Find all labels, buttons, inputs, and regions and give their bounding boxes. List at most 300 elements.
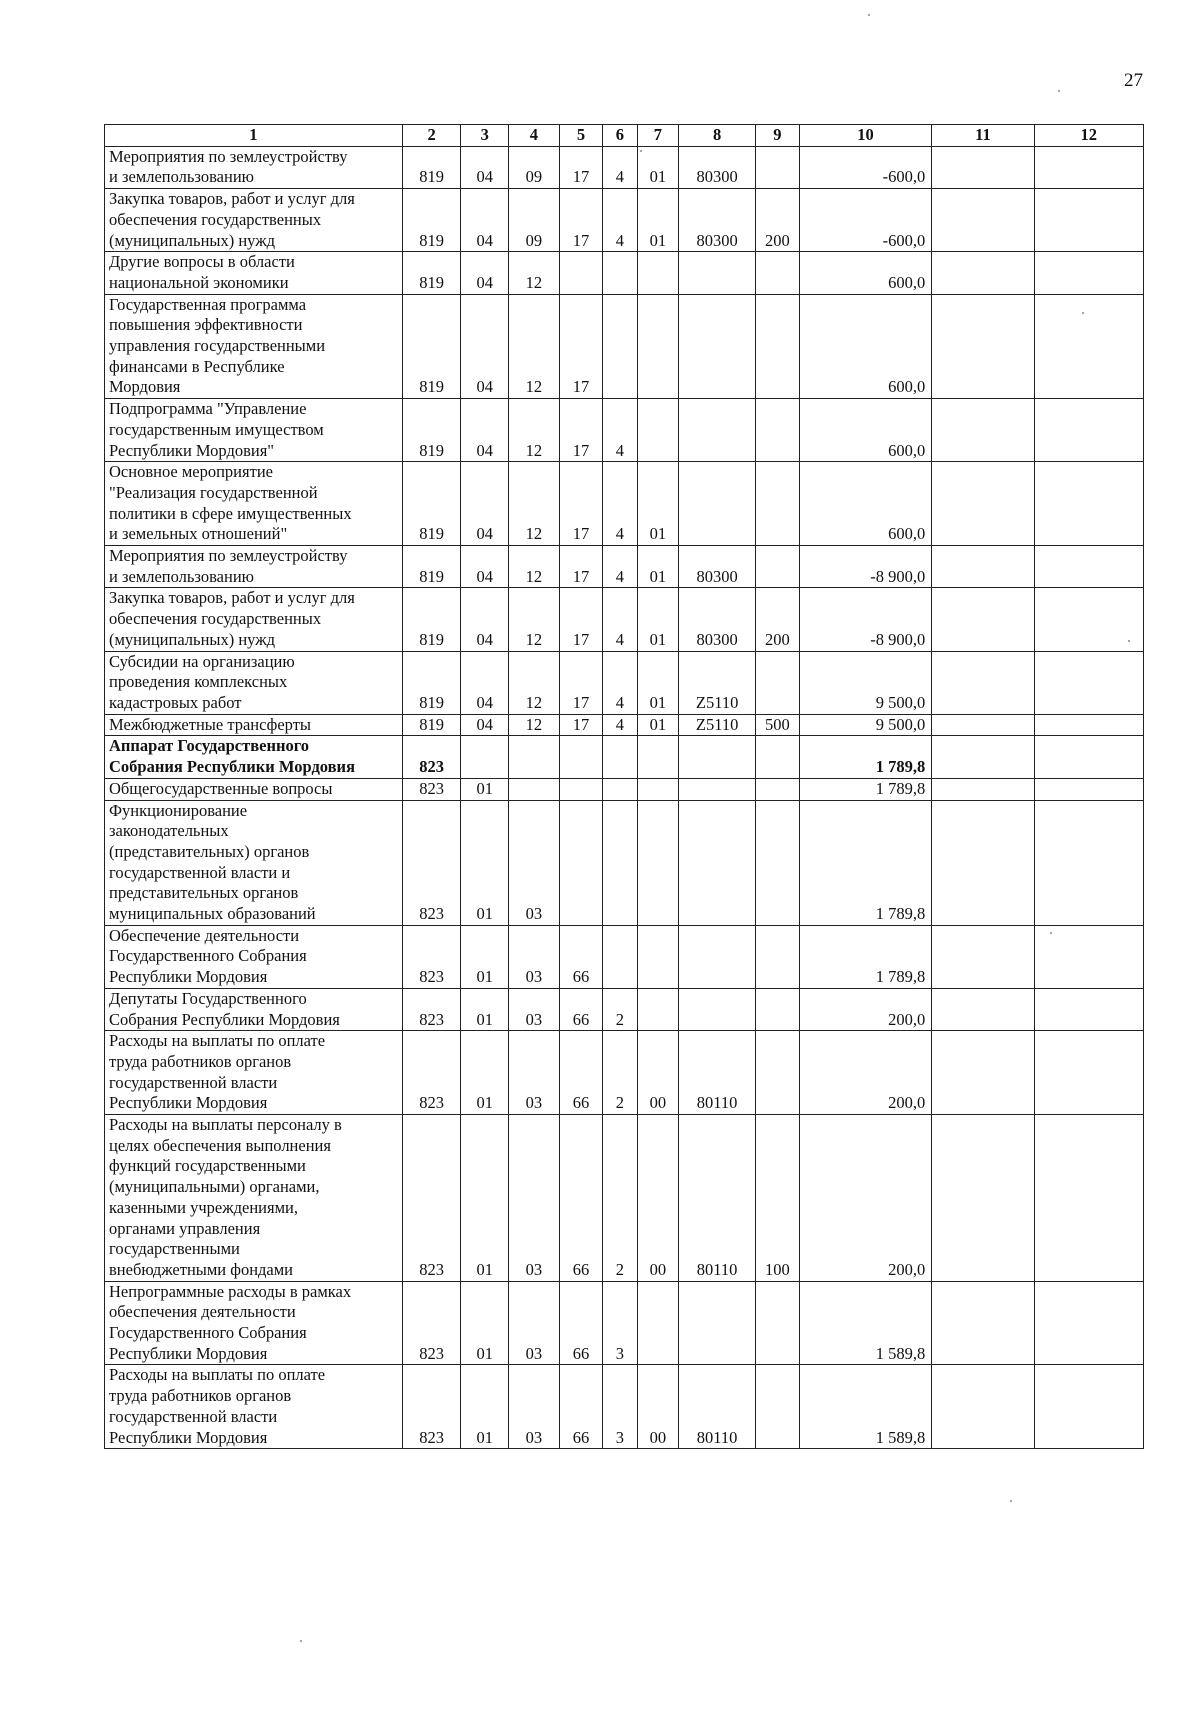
code-cell-12 (1034, 925, 1143, 988)
code-cell-5: 17 (559, 588, 603, 651)
code-cell-3: 01 (461, 800, 509, 925)
row-name-line: Закупка товаров, работ и услуг для (109, 588, 355, 608)
code-cell-9 (756, 651, 800, 714)
row-name-line: и земельных отношений" (109, 524, 288, 544)
code-cell-7: 01 (637, 462, 679, 546)
code-cell-7: 01 (637, 146, 679, 188)
row-name-line: Основное мероприятие (109, 462, 273, 482)
row-name-cell (105, 988, 403, 1030)
code-cell-3: 01 (461, 1115, 509, 1282)
code-cell-6 (603, 252, 637, 294)
row-name-line: Подпрограмма "Управление (109, 399, 307, 419)
amount-cell: 1 789,8 (799, 778, 932, 800)
code-cell-8: Z5110 (679, 714, 756, 736)
column-header-5: 5 (559, 125, 603, 147)
table-row (105, 294, 1144, 399)
code-cell-6: 4 (603, 651, 637, 714)
code-cell-11 (932, 252, 1034, 294)
row-name-line: целях обеспечения выполнения (109, 1135, 331, 1155)
code-cell-12 (1034, 588, 1143, 651)
code-cell-3: 04 (461, 714, 509, 736)
code-cell-5 (559, 778, 603, 800)
amount-cell: 600,0 (799, 294, 932, 399)
code-cell-9 (756, 778, 800, 800)
code-cell-3: 01 (461, 1281, 509, 1365)
code-cell-3: 04 (461, 462, 509, 546)
code-cell-3: 04 (461, 546, 509, 588)
code-cell-6: 2 (603, 1115, 637, 1282)
code-cell-8 (679, 399, 756, 462)
row-name-cell (105, 399, 403, 462)
code-cell-11 (932, 189, 1034, 252)
code-cell-8: Z5110 (679, 651, 756, 714)
table-body (105, 146, 1144, 1449)
code-cell-9 (756, 399, 800, 462)
code-cell-6: 4 (603, 189, 637, 252)
code-cell-7 (637, 399, 679, 462)
code-cell-4 (509, 736, 560, 778)
row-name-line: Мордовия (109, 377, 181, 397)
code-cell-4: 03 (509, 1031, 560, 1115)
code-cell-5: 66 (559, 1115, 603, 1282)
code-cell-12 (1034, 651, 1143, 714)
code-cell-7 (637, 778, 679, 800)
code-cell-9: 100 (756, 1115, 800, 1282)
row-name-line: национальной экономики (109, 272, 289, 292)
code-cell-4: 03 (509, 925, 560, 988)
code-cell-4: 12 (509, 546, 560, 588)
code-cell-3: 01 (461, 778, 509, 800)
code-cell-6: 4 (603, 588, 637, 651)
code-cell-9 (756, 146, 800, 188)
code-cell-7 (637, 800, 679, 925)
header-row (105, 125, 1144, 147)
code-cell-6 (603, 778, 637, 800)
code-cell-3: 04 (461, 252, 509, 294)
code-cell-7 (637, 925, 679, 988)
code-cell-4: 09 (509, 146, 560, 188)
code-cell-5: 17 (559, 546, 603, 588)
row-name-cell (105, 146, 403, 188)
table-row (105, 546, 1144, 588)
row-name-line: Обеспечение деятельности (109, 925, 300, 945)
code-cell-3: 01 (461, 1365, 509, 1449)
code-cell-2: 819 (402, 714, 461, 736)
scan-speck (640, 150, 642, 152)
code-cell-7: 01 (637, 651, 679, 714)
row-name-cell (105, 294, 403, 399)
code-cell-12 (1034, 399, 1143, 462)
column-header-10: 10 (799, 125, 932, 147)
code-cell-4: 03 (509, 988, 560, 1030)
column-header-4: 4 (509, 125, 560, 147)
code-cell-11 (932, 1031, 1034, 1115)
row-name-line: Другие вопросы в области (109, 252, 295, 272)
row-name-line: и землепользованию (109, 566, 254, 586)
row-name-line: и землепользованию (109, 167, 254, 187)
code-cell-5: 17 (559, 462, 603, 546)
row-name-cell (105, 778, 403, 800)
amount-cell: 9 500,0 (799, 651, 932, 714)
table-row (105, 800, 1144, 925)
code-cell-5: 17 (559, 189, 603, 252)
code-cell-9 (756, 1031, 800, 1115)
column-header-8: 8 (679, 125, 756, 147)
row-name-line: государственной власти (109, 1406, 278, 1426)
code-cell-11 (932, 736, 1034, 778)
table-row (105, 736, 1144, 778)
row-name-cell (105, 651, 403, 714)
table-row (105, 988, 1144, 1030)
code-cell-6 (603, 294, 637, 399)
code-cell-9 (756, 546, 800, 588)
scan-speck (868, 14, 870, 16)
code-cell-11 (932, 588, 1034, 651)
row-name-line: Расходы на выплаты по оплате (109, 1031, 326, 1051)
row-name-line: Республики Мордовия (109, 1427, 268, 1447)
code-cell-9 (756, 294, 800, 399)
code-cell-12 (1034, 1115, 1143, 1282)
amount-cell: -8 900,0 (799, 588, 932, 651)
row-name-line: государственной власти и (109, 862, 291, 882)
code-cell-7 (637, 988, 679, 1030)
code-cell-4: 12 (509, 399, 560, 462)
code-cell-12 (1034, 252, 1143, 294)
code-cell-6 (603, 925, 637, 988)
code-cell-11 (932, 800, 1034, 925)
code-cell-5: 66 (559, 988, 603, 1030)
code-cell-6: 4 (603, 714, 637, 736)
code-cell-4: 12 (509, 714, 560, 736)
code-cell-4: 12 (509, 252, 560, 294)
row-name-line: "Реализация государственной (109, 482, 318, 502)
row-name-line: законодательных (109, 821, 229, 841)
code-cell-2: 819 (402, 399, 461, 462)
code-cell-5: 17 (559, 146, 603, 188)
code-cell-5: 66 (559, 1365, 603, 1449)
code-cell-8: 80300 (679, 146, 756, 188)
code-cell-11 (932, 399, 1034, 462)
row-name-line: внебюджетными фондами (109, 1259, 294, 1279)
code-cell-3: 04 (461, 399, 509, 462)
row-name-line: государственным имуществом (109, 419, 324, 439)
code-cell-5: 66 (559, 1031, 603, 1115)
column-header-2: 2 (402, 125, 461, 147)
row-name-cell (105, 1115, 403, 1282)
code-cell-11 (932, 651, 1034, 714)
row-name-line: Республики Мордовия (109, 967, 268, 987)
row-name-line: функций государственными (109, 1156, 306, 1176)
code-cell-9 (756, 462, 800, 546)
code-cell-12 (1034, 988, 1143, 1030)
code-cell-9 (756, 988, 800, 1030)
code-cell-2: 819 (402, 588, 461, 651)
scan-speck (1082, 312, 1084, 314)
row-name-line: проведения комплексных (109, 672, 288, 692)
row-name-line: политики в сфере имущественных (109, 503, 352, 523)
code-cell-12 (1034, 778, 1143, 800)
code-cell-5 (559, 736, 603, 778)
code-cell-11 (932, 1281, 1034, 1365)
code-cell-6 (603, 800, 637, 925)
code-cell-4: 03 (509, 1365, 560, 1449)
row-name-line: обеспечения государственных (109, 209, 322, 229)
row-name-cell (105, 714, 403, 736)
row-name-line: кадастровых работ (109, 692, 242, 712)
row-name-line: Собрания Республики Мордовия (109, 1009, 340, 1029)
code-cell-2: 819 (402, 651, 461, 714)
code-cell-2: 823 (402, 800, 461, 925)
code-cell-8: 80300 (679, 588, 756, 651)
table-row (105, 252, 1144, 294)
row-name-line: казенными учреждениями, (109, 1197, 298, 1217)
code-cell-4: 03 (509, 1115, 560, 1282)
code-cell-11 (932, 462, 1034, 546)
code-cell-2: 819 (402, 189, 461, 252)
column-header-7: 7 (637, 125, 679, 147)
code-cell-3: 01 (461, 988, 509, 1030)
row-name-line: Государственного Собрания (109, 1323, 307, 1343)
code-cell-2: 819 (402, 146, 461, 188)
table-row (105, 399, 1144, 462)
amount-cell: 600,0 (799, 399, 932, 462)
code-cell-7 (637, 736, 679, 778)
code-cell-2: 819 (402, 546, 461, 588)
row-name-line: Республики Мордовия (109, 1343, 268, 1363)
row-name-line: муниципальных образований (109, 904, 316, 924)
scan-speck (1050, 932, 1052, 934)
code-cell-8 (679, 736, 756, 778)
row-name-line: (муниципальных) нужд (109, 230, 276, 250)
table-row (105, 1031, 1144, 1115)
row-name-line: повышения эффективности (109, 315, 303, 335)
row-name-line: Межбюджетные трансферты (109, 714, 312, 734)
row-name-line: Мероприятия по землеустройству (109, 546, 348, 566)
code-cell-5 (559, 252, 603, 294)
code-cell-2: 819 (402, 462, 461, 546)
code-cell-6: 4 (603, 146, 637, 188)
amount-cell: -600,0 (799, 189, 932, 252)
code-cell-11 (932, 778, 1034, 800)
table-row (105, 189, 1144, 252)
amount-cell: 200,0 (799, 1115, 932, 1282)
row-name-line: труда работников органов (109, 1386, 292, 1406)
row-name-cell (105, 1365, 403, 1449)
row-name-line: представительных органов (109, 883, 299, 903)
row-name-line: Расходы на выплаты персоналу в (109, 1115, 342, 1135)
scan-speck (1058, 90, 1060, 92)
code-cell-6: 4 (603, 462, 637, 546)
code-cell-8 (679, 988, 756, 1030)
code-cell-2: 819 (402, 252, 461, 294)
code-cell-8: 80110 (679, 1365, 756, 1449)
row-name-line: управления государственными (109, 336, 326, 356)
code-cell-11 (932, 988, 1034, 1030)
code-cell-9 (756, 252, 800, 294)
row-name-cell (105, 588, 403, 651)
row-name-line: Государственная программа (109, 294, 307, 314)
code-cell-11 (932, 925, 1034, 988)
row-name-line: Депутаты Государственного (109, 988, 307, 1008)
code-cell-11 (932, 294, 1034, 399)
code-cell-8: 80300 (679, 189, 756, 252)
row-name-line: финансами в Республике (109, 356, 285, 376)
code-cell-2: 823 (402, 1031, 461, 1115)
code-cell-12 (1034, 714, 1143, 736)
code-cell-4 (509, 778, 560, 800)
code-cell-2: 819 (402, 294, 461, 399)
budget-table (104, 124, 1144, 1449)
row-name-line: Функционирование (109, 800, 248, 820)
code-cell-3: 04 (461, 146, 509, 188)
column-header-1: 1 (105, 125, 403, 147)
code-cell-3: 04 (461, 294, 509, 399)
code-cell-6: 3 (603, 1365, 637, 1449)
code-cell-2: 823 (402, 778, 461, 800)
row-name-line: Общегосударственные вопросы (109, 778, 333, 798)
code-cell-6: 2 (603, 1031, 637, 1115)
code-cell-12 (1034, 800, 1143, 925)
page-number: 27 (1124, 70, 1143, 91)
row-name-line: Субсидии на организацию (109, 651, 295, 671)
code-cell-2: 823 (402, 988, 461, 1030)
table-row (105, 1281, 1144, 1365)
row-name-line: Непрограммные расходы в рамках (109, 1281, 352, 1301)
code-cell-12 (1034, 294, 1143, 399)
amount-cell: 600,0 (799, 252, 932, 294)
row-name-cell (105, 189, 403, 252)
amount-cell: 9 500,0 (799, 714, 932, 736)
code-cell-9 (756, 1365, 800, 1449)
code-cell-8 (679, 925, 756, 988)
row-name-line: Закупка товаров, работ и услуг для (109, 189, 355, 209)
code-cell-8 (679, 778, 756, 800)
code-cell-8 (679, 294, 756, 399)
row-name-cell (105, 1031, 403, 1115)
row-name-line: органами управления (109, 1218, 261, 1238)
code-cell-11 (932, 146, 1034, 188)
row-name-line: Аппарат Государственного (109, 736, 310, 756)
code-cell-7: 01 (637, 714, 679, 736)
row-name-line: Республики Мордовия" (109, 440, 275, 460)
code-cell-4: 03 (509, 800, 560, 925)
table-row (105, 1365, 1144, 1449)
code-cell-12 (1034, 1031, 1143, 1115)
row-name-line: Государственного Собрания (109, 946, 307, 966)
code-cell-7 (637, 1281, 679, 1365)
amount-cell: -8 900,0 (799, 546, 932, 588)
row-name-cell (105, 252, 403, 294)
code-cell-7: 00 (637, 1115, 679, 1282)
amount-cell: 1 589,8 (799, 1281, 932, 1365)
code-cell-3: 01 (461, 1031, 509, 1115)
code-cell-2: 823 (402, 1365, 461, 1449)
table-row (105, 462, 1144, 546)
amount-cell: 1 589,8 (799, 1365, 932, 1449)
code-cell-7: 01 (637, 546, 679, 588)
amount-cell: 1 789,8 (799, 800, 932, 925)
code-cell-5 (559, 800, 603, 925)
row-name-cell (105, 736, 403, 778)
code-cell-6 (603, 736, 637, 778)
code-cell-11 (932, 1365, 1034, 1449)
code-cell-8: 80110 (679, 1031, 756, 1115)
row-name-line: государственной власти (109, 1072, 278, 1092)
row-name-line: обеспечения государственных (109, 609, 322, 629)
row-name-line: государственными (109, 1239, 240, 1259)
code-cell-9 (756, 800, 800, 925)
code-cell-6: 4 (603, 546, 637, 588)
row-name-cell (105, 925, 403, 988)
column-header-12: 12 (1034, 125, 1143, 147)
code-cell-12 (1034, 1365, 1143, 1449)
code-cell-9 (756, 736, 800, 778)
column-header-3: 3 (461, 125, 509, 147)
amount-cell: 200,0 (799, 1031, 932, 1115)
code-cell-11 (932, 546, 1034, 588)
code-cell-11 (932, 1115, 1034, 1282)
scan-speck (1010, 1500, 1012, 1502)
code-cell-3 (461, 736, 509, 778)
row-name-line: Республики Мордовия (109, 1093, 268, 1113)
code-cell-6: 2 (603, 988, 637, 1030)
code-cell-12 (1034, 146, 1143, 188)
code-cell-8 (679, 252, 756, 294)
code-cell-7: 01 (637, 588, 679, 651)
scan-speck (1128, 640, 1130, 642)
amount-cell: -600,0 (799, 146, 932, 188)
code-cell-8: 80110 (679, 1115, 756, 1282)
row-name-line: Собрания Республики Мордовия (109, 757, 355, 777)
table-row (105, 651, 1144, 714)
row-name-line: (муниципальными) органами, (109, 1177, 320, 1197)
code-cell-12 (1034, 1281, 1143, 1365)
code-cell-8 (679, 1281, 756, 1365)
code-cell-12 (1034, 736, 1143, 778)
code-cell-12 (1034, 462, 1143, 546)
row-name-line: труда работников органов (109, 1051, 292, 1071)
code-cell-6: 3 (603, 1281, 637, 1365)
code-cell-9 (756, 925, 800, 988)
code-cell-4: 12 (509, 651, 560, 714)
code-cell-2: 823 (402, 736, 461, 778)
row-name-line: (муниципальных) нужд (109, 629, 276, 649)
code-cell-4: 12 (509, 294, 560, 399)
table-row (105, 925, 1144, 988)
column-header-9: 9 (756, 125, 800, 147)
code-cell-3: 04 (461, 189, 509, 252)
row-name-cell (105, 1281, 403, 1365)
code-cell-9 (756, 1281, 800, 1365)
row-name-line: Мероприятия по землеустройству (109, 146, 348, 166)
code-cell-12 (1034, 189, 1143, 252)
code-cell-5: 17 (559, 399, 603, 462)
code-cell-2: 823 (402, 925, 461, 988)
code-cell-12 (1034, 546, 1143, 588)
column-header-6: 6 (603, 125, 637, 147)
amount-cell: 1 789,8 (799, 925, 932, 988)
row-name-cell (105, 462, 403, 546)
code-cell-5: 66 (559, 925, 603, 988)
code-cell-4: 09 (509, 189, 560, 252)
amount-cell: 600,0 (799, 462, 932, 546)
code-cell-8 (679, 800, 756, 925)
row-name-line: Расходы на выплаты по оплате (109, 1365, 326, 1385)
code-cell-9: 500 (756, 714, 800, 736)
code-cell-7: 00 (637, 1365, 679, 1449)
row-name-cell (105, 800, 403, 925)
code-cell-3: 04 (461, 588, 509, 651)
